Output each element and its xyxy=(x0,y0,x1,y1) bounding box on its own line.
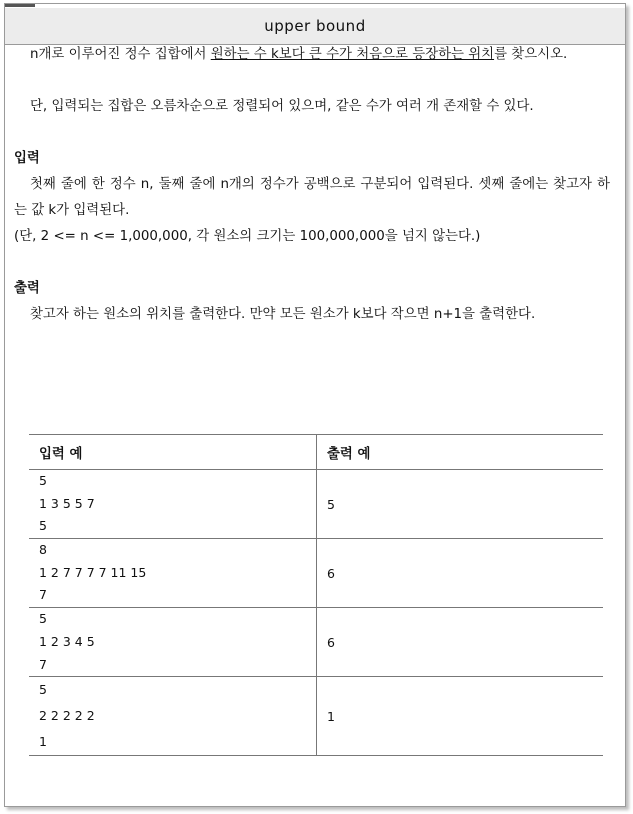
input-example-header: 입력 예 xyxy=(29,435,317,470)
input-description: 첫째 줄에 한 정수 n, 둘째 줄에 n개의 정수가 공백으로 구분되어 입력된다. 셋째 줄에는 찾고자 하는 값 k가 입력된다. xyxy=(14,177,610,218)
example-input-line: 5 xyxy=(39,518,47,534)
example-output: 6 xyxy=(317,608,604,677)
problem-condition: 단, 입력되는 집합은 오름차순으로 정렬되어 있으며, 같은 수가 여러 개 존재할 수 있다. xyxy=(30,99,534,114)
output-example-header: 출력 예 xyxy=(317,435,604,470)
example-input-line: 2 2 2 2 2 xyxy=(39,708,95,724)
problem-text-start: n개로 이루어진 정수 집합에서 xyxy=(30,47,211,62)
problem-text-underlined: 원하는 수 k보다 큰 수가 처음으로 등장하는 위치 xyxy=(210,47,495,62)
example-input xyxy=(29,539,317,608)
input-constraint: (단, 2 <= n <= 1,000,000, 각 원소의 크기는 100,000,000을 넘지 않는다.) xyxy=(14,229,481,244)
example-input xyxy=(29,470,317,539)
input-heading: 입력 xyxy=(14,151,40,166)
example-input-line: 5 xyxy=(39,682,47,698)
example-row xyxy=(29,470,603,539)
example-output: 1 xyxy=(317,677,604,756)
example-row xyxy=(29,539,603,608)
page-title: upper bound xyxy=(264,17,366,35)
example-input-line: 1 3 5 5 7 xyxy=(39,495,95,511)
example-input-line: 7 xyxy=(39,587,47,603)
problem-text-end: 를 찾으시오. xyxy=(494,47,568,62)
example-input-line: 7 xyxy=(39,656,47,672)
examples-table xyxy=(29,434,603,756)
example-input-line: 8 xyxy=(39,542,47,558)
example-output: 5 xyxy=(317,470,604,539)
example-input-line: 1 2 3 4 5 xyxy=(39,633,95,649)
output-heading: 출력 xyxy=(14,281,40,296)
corner-marker xyxy=(5,4,35,7)
examples-header-row xyxy=(29,435,603,470)
example-input-line: 5 xyxy=(39,473,47,488)
example-input xyxy=(29,608,317,677)
example-row xyxy=(29,677,603,756)
example-input xyxy=(29,677,317,756)
output-description: 찾고자 하는 원소의 위치를 출력한다. 만약 모든 원소가 k보다 작으면 n+1을 출력한다. xyxy=(30,307,536,322)
example-output: 6 xyxy=(317,539,604,608)
example-input-line: 1 xyxy=(39,734,47,750)
example-row xyxy=(29,608,603,677)
example-input-line: 5 xyxy=(39,611,47,627)
title-bar xyxy=(5,8,625,45)
problem-content xyxy=(14,42,610,328)
example-input-line: 1 2 7 7 7 7 11 15 xyxy=(39,564,147,580)
problem-statement xyxy=(14,42,610,68)
